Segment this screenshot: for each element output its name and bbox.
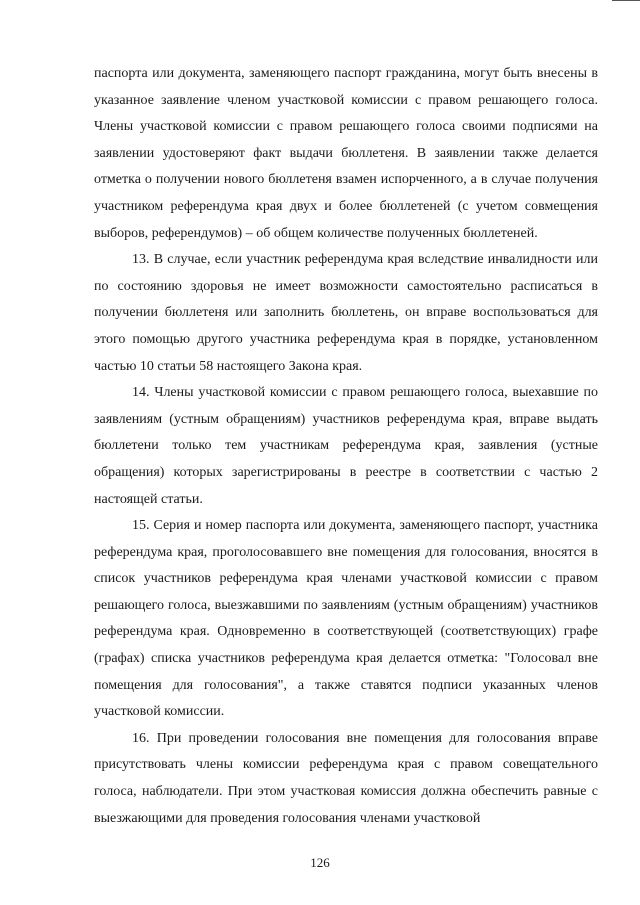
paragraph-16: 16. При проведении голосования вне помещения для голосования вправе присутствовать члены комиссии референдума края с правом совещательного голоса, наблюдатели. При этом участковая комиссия должна обеспечить равные с выезжающими для проведения голосования членами участковой [94,730,598,826]
paragraph-15: 15. Серия и номер паспорта или документа, заменяющего паспорт, участника референдума края, проголосовавшего вне помещения для голосования, вносятся в список участников референдума края членами участковой комиссии с правом решающего голоса, выезжавшими по заявлениям (устным обращениям) участников референдума края. Одновременно в соответствующей (соответствующих) графе (графах) списка участников референдума края делается отметка: "Голосовал вне помещения для голосования", а также ставятся подписи указанных членов участковой комиссии. [94,518,598,720]
page-number: 126 [310,855,330,870]
scan-corner-mark [612,0,640,1]
paragraph-14: 14. Члены участковой комиссии с правом решающего голоса, выехавшие по заявлениям (устным обращениям) участников референдума края, вправе выдать бюллетени только тем участникам референдума края, заявления (устные обращения) которых зарегистрированы в реестре в соответствии с частью 2 настоящей статьи. [94,385,598,507]
paragraph-13: 13. В случае, если участник референдума края вследствие инвалидности или по состоянию здоровья не имеет возможности самостоятельно расписаться в получении бюллетеня или заполнить бюллетень, он вправе воспользоваться для этого помощью другого участника референдума края в порядке, установленном частью 10 статьи 58 настоящего Закона края. [94,252,598,374]
paragraph-continuation: паспорта или документа, заменяющего паспорт гражданина, могут быть внесены в указанное заявление членом участковой комиссии с правом решающего голоса. Члены участковой комиссии с правом решающего голоса своими подписями на заявлении удостоверяют факт выдачи бюллетеня. В заявлении также делается отметка о получении нового бюллетеня взамен испорченного, а в случае получения участником референдума края двух и более бюллетеней (с учетом совмещения выборов, референдумов) – об общем количестве полученных бюллетеней. [94,66,598,241]
document-body [94,61,598,832]
